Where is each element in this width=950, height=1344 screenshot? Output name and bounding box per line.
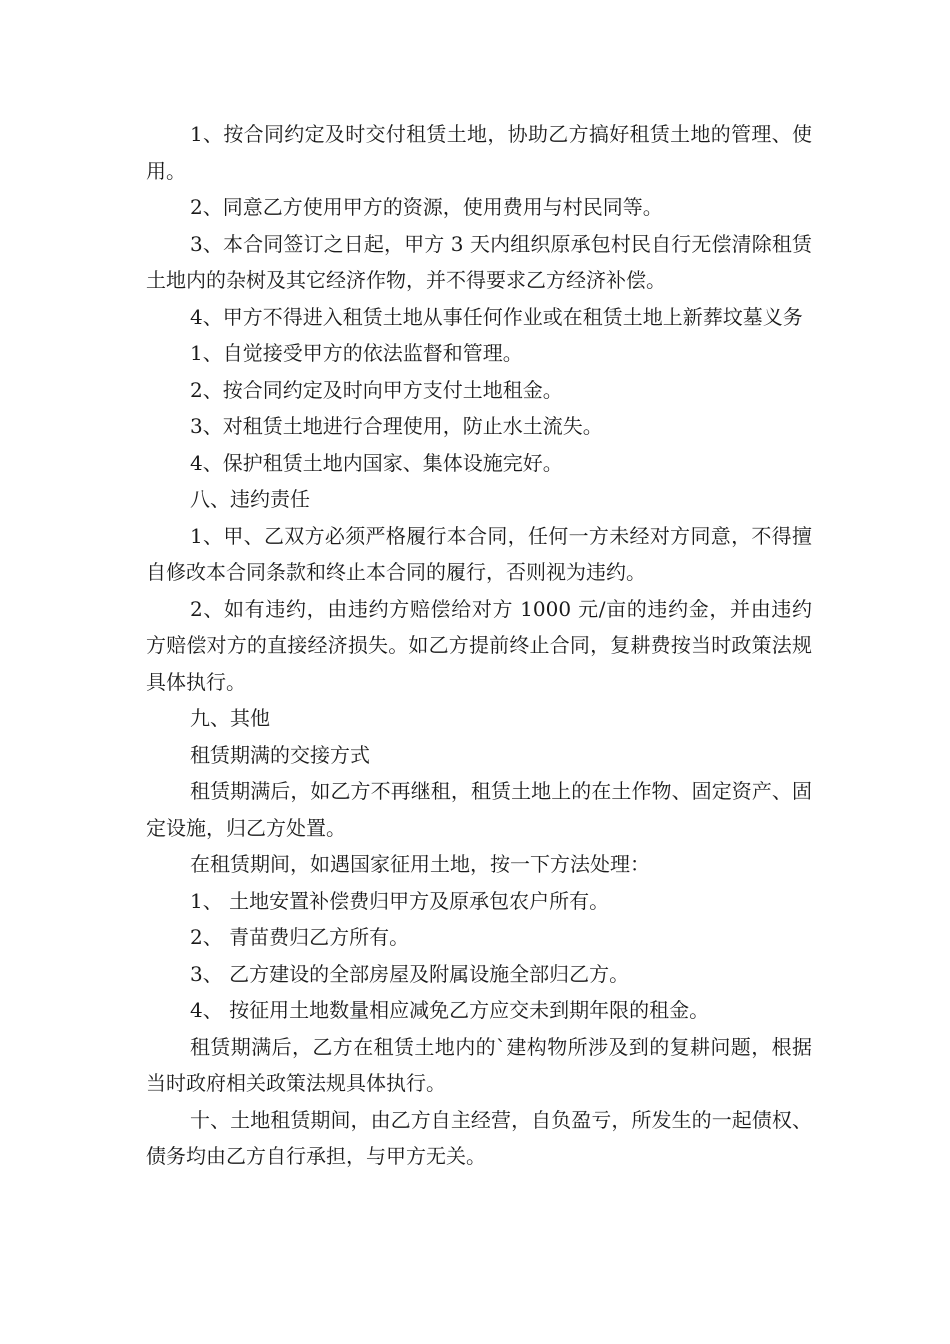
section-heading-operation: 十、土地租赁期间，由乙方自主经营，自负盈亏，所发生的一起债权、债务均由乙方自行承担，与甲方无关。 bbox=[146, 1107, 812, 1168]
section-heading-breach: 八、违约责任 bbox=[190, 487, 310, 511]
paragraph-breach-2: 2、如有违约，由违约方赔偿给对方 1000 元/亩的违约金，并由违约方赔偿对方的直接经济损失。如乙方提前终止合同，复耕费按当时政策法规具体执行。 bbox=[146, 596, 812, 694]
paragraph-expropriation-1: 1、 土地安置补偿费归甲方及原承包农户所有。 bbox=[190, 888, 610, 913]
paragraph-reclamation: 租赁期满后，乙方在租赁土地内的`建构物所涉及到的复耕问题，根据当时政府相关政策法规具体执行。 bbox=[146, 1034, 812, 1095]
paragraph-expropriation-2: 2、 青苗费归乙方所有。 bbox=[190, 925, 410, 949]
paragraph-lessee-duty-2: 2、按合同约定及时向甲方支付土地租金。 bbox=[190, 377, 563, 402]
paragraph-lessor-duty-3: 3、本合同签订之日起，甲方 3 天内组织原承包村民自行无偿清除租赁土地内的杂树及其它经济作物，并不得要求乙方经济补偿。 bbox=[146, 231, 812, 292]
paragraph-lessor-duty-4: 4、甲方不得进入租赁土地从事任何作业或在租赁土地上新葬坟墓义务 bbox=[190, 304, 803, 329]
paragraph-handover: 租赁期满后，如乙方不再继租，租赁土地上的在土作物、固定资产、固定设施，归乙方处置。 bbox=[146, 779, 812, 840]
subheading-handover: 租赁期满的交接方式 bbox=[190, 742, 370, 767]
section-heading-other: 九、其他 bbox=[190, 706, 270, 730]
paragraph-expropriation-4: 4、 按征用土地数量相应减免乙方应交未到期年限的租金。 bbox=[190, 998, 710, 1022]
paragraph-expropriation-intro: 在租赁期间，如遇国家征用土地，按一下方法处理： bbox=[190, 852, 650, 876]
document-body bbox=[146, 116, 812, 1175]
paragraph-lessee-duty-3: 3、对租赁土地进行合理使用，防止水土流失。 bbox=[190, 414, 603, 438]
paragraph-expropriation-3: 3、 乙方建设的全部房屋及附属设施全部归乙方。 bbox=[190, 961, 630, 986]
paragraph-breach-1: 1、甲、乙双方必须严格履行本合同，任何一方未经对方同意，不得擅自修改本合同条款和终止本合同的履行，否则视为违约。 bbox=[146, 523, 812, 584]
paragraph-lessee-duty-1: 1、自觉接受甲方的依法监督和管理。 bbox=[190, 341, 523, 365]
paragraph-lessor-duty-2: 2、同意乙方使用甲方的资源，使用费用与村民同等。 bbox=[190, 195, 663, 219]
paragraph-lessor-duty-1: 1、按合同约定及时交付租赁土地，协助乙方搞好租赁土地的管理、使用。 bbox=[146, 122, 812, 183]
paragraph-lessee-duty-4: 4、保护租赁土地内国家、集体设施完好。 bbox=[190, 450, 563, 475]
